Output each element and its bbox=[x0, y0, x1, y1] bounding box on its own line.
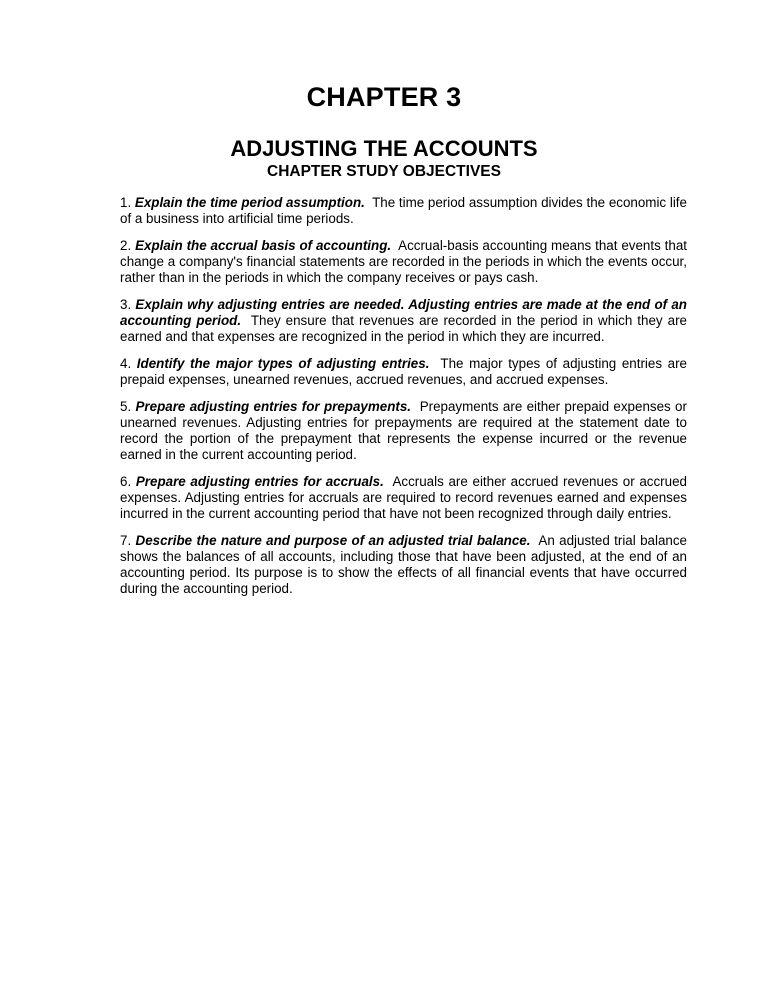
objective-lead: Identify the major types of adjusting entries. bbox=[136, 356, 430, 371]
objective-number: 2. bbox=[120, 238, 132, 253]
objective-item bbox=[120, 195, 687, 227]
objective-lead: Describe the nature and purpose of an adjusted trial balance. bbox=[135, 533, 531, 548]
objective-item bbox=[120, 356, 687, 388]
objective-number: 6. bbox=[120, 474, 132, 489]
objective-lead: Explain the accrual basis of accounting. bbox=[135, 238, 392, 253]
objective-number: 5. bbox=[120, 399, 132, 414]
objective-body: They ensure that revenues are recorded in the period in which they are earned and that expenses are recognized in the period in which they are incurred. bbox=[120, 313, 687, 344]
objective-body: An adjusted trial balance shows the balances of all accounts, including those that have been adjusted, at the end of an accounting period. Its purpose is to show the effects of all financial events that have occurred during the accounting period. bbox=[120, 533, 687, 596]
objective-number: 4. bbox=[120, 356, 132, 371]
section-heading: CHAPTER STUDY OBJECTIVES bbox=[267, 163, 501, 180]
objective-number: 3. bbox=[120, 297, 132, 312]
objective-number: 1. bbox=[120, 195, 132, 210]
objective-lead: Explain why adjusting entries are needed. Adjusting entries are made at the end of an accounting period. bbox=[120, 297, 687, 328]
objective-lead: Prepare adjusting entries for accruals. bbox=[135, 474, 384, 489]
objective-body: The major types of adjusting entries are prepaid expenses, unearned revenues, accrued revenues, and accrued expenses. bbox=[120, 356, 687, 387]
objectives-list bbox=[120, 195, 687, 608]
chapter-number: CHAPTER 3 bbox=[306, 82, 462, 112]
objective-body: Accruals are either accrued revenues or accrued expenses. Adjusting entries for accruals are required to record revenues earned and expenses incurred in the current accounting period that have not been recognized through daily entries. bbox=[120, 474, 687, 521]
objective-item bbox=[120, 399, 687, 463]
objective-lead: Explain the time period assumption. bbox=[134, 195, 365, 210]
objective-item bbox=[120, 474, 687, 522]
chapter-title: ADJUSTING THE ACCOUNTS bbox=[230, 136, 538, 161]
objective-number: 7. bbox=[120, 533, 132, 548]
objective-lead: Prepare adjusting entries for prepayments. bbox=[135, 399, 412, 414]
objective-item bbox=[120, 238, 687, 286]
objective-item bbox=[120, 533, 687, 597]
objective-body: The time period assumption divides the economic life of a business into artificial time periods. bbox=[120, 195, 687, 226]
objective-item bbox=[120, 297, 687, 345]
objective-body: Accrual-basis accounting means that events that change a company's financial statements are recorded in the periods in which the events occur, rather than in the periods in which the company receives or pays cash. bbox=[120, 238, 688, 285]
objective-body: Prepayments are either prepaid expenses or unearned revenues. Adjusting entries for prepayments are required at the statement date to record the portion of the prepayment that represents the expense incurred or the revenue earned in the current accounting period. bbox=[120, 399, 687, 462]
